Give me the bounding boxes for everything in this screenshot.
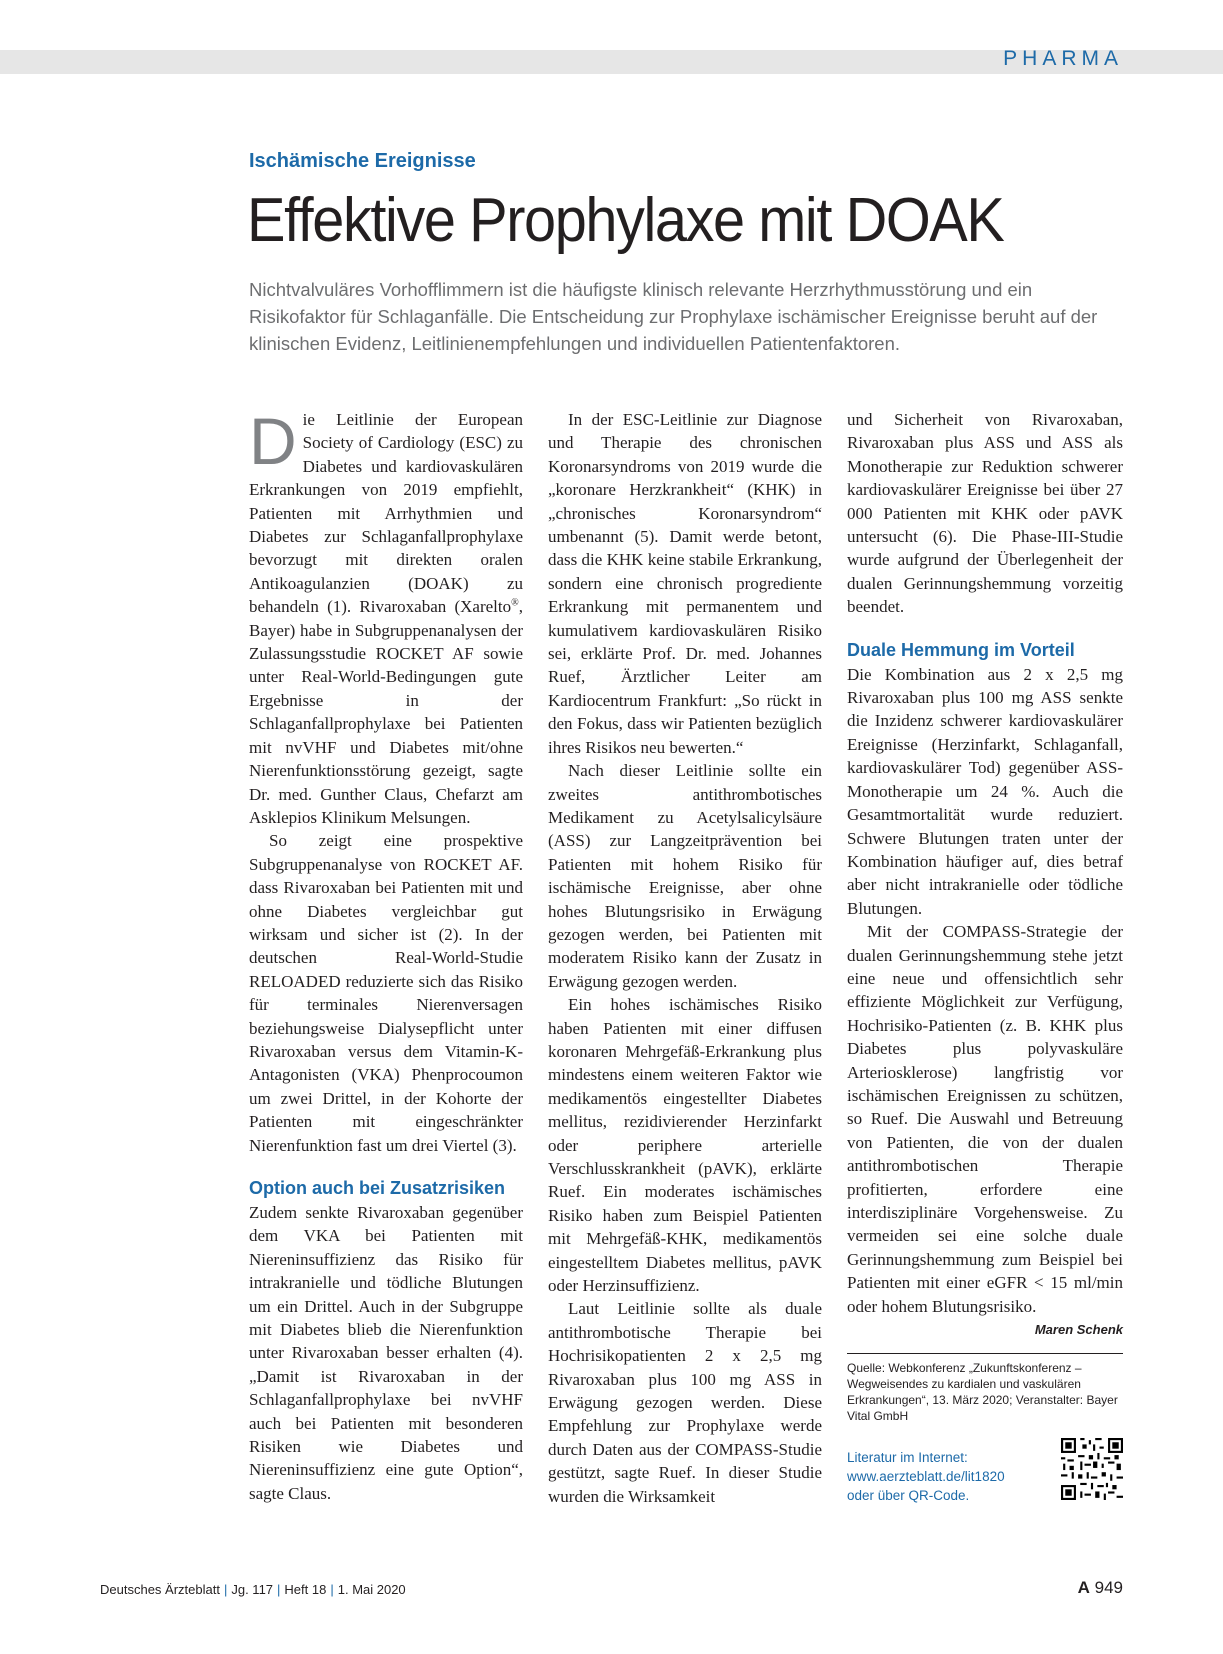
footer-separator: | <box>223 1582 228 1597</box>
footer-citation <box>100 1582 406 1597</box>
qr-code-icon[interactable] <box>1061 1438 1123 1500</box>
subheading: Duale Hemmung im Vorteil <box>847 639 1075 660</box>
registered-mark: ® <box>511 597 519 609</box>
paragraph: Die Kombination aus 2 x 2,5 mg Rivaroxaban plus 100 mg ASS senkte die Inzidenz schwerer kardiovaskulärer Ereignisse (Herzinfarkt, Schlaganfall, kardiovaskulärer Tod) gegenüber ASS-Monotherapie um 24 %. Auch die Gesamtmortalität wurde reduziert. Schwere Blutungen traten unter der Kombination häufiger auf, dies betraf aber nicht intrakranielle oder tödliche Blutungen. <box>847 664 1123 918</box>
paragraph: Mit der COMPASS-Strategie der dualen Gerinnungshemmung stehe jetzt eine neue und offensichtlich sehr effiziente Möglichkeit zur Verfügung, Hochrisiko-Patienten (z. B. KHK plus Diabetes plus polyvaskuläre Arteriosklerose) langfristig vor ischämischen Ereignissen zu schützen, so Ruef. Die Auswahl und Betreuung von Patienten, die von der dualen antithrombotischen Therapie profitierten, erfordere eine interdisziplinäre Vorgehensweise. Zu vermeiden sei eine solche duale Gerinnungshemmung zum Beispiel bei Patienten mit einer eGFR < 15 ml/min oder hohem Blutungsrisiko. <box>847 922 1123 1316</box>
column-1 <box>249 404 523 1505</box>
footer-separator: | <box>277 1582 281 1597</box>
column-3 <box>847 408 1123 1505</box>
author-name: Maren Schenk <box>1034 1322 1123 1338</box>
page-number-value: 949 <box>1094 1578 1123 1597</box>
footer-separator: | <box>330 1582 334 1597</box>
paragraph: Ein hohes ischämisches Risiko haben Patienten mit einer diffusen koronaren Mehrgefäß-Erkrankung plus mindestens einem weiteren Faktor wie medikamentös eingestellter Diabetes mellitus, rezidivierender Herzinfarkt oder periphere arterielle Verschlusskrankheit (pAVK), erklärte Ruef. Ein moderates ischämisches Risiko haben zum Beispiel Patienten mit Mehrgefäß-KHK, medikamentös eingestelltem Diabetes mellitus, pAVK oder Herzinsuffizienz. <box>548 995 822 1296</box>
article-title: Effektive Prophylaxe mit DOAK <box>247 186 1004 255</box>
footer-journal: Deutsches Ärzteblatt <box>100 1582 220 1597</box>
footer-date: 1. Mai 2020 <box>337 1582 406 1597</box>
column-2 <box>548 408 822 1508</box>
page-prefix: A <box>1077 1578 1090 1597</box>
paragraph: So zeigt eine prospektive Subgruppenanalyse von ROCKET AF. dass Rivaroxaban bei Patienten mit und ohne Diabetes vergleichbar gut wirksam und sicher ist (2). In der deutschen Real-World-Studie RELOADED reduzierte sich das Risiko für terminales Nierenversagen beziehungsweise Dialysepflicht unter Rivaroxaban versus dem Vitamin-K-Antagonisten (VKA) Phenprocoumon um zwei Drittel, in der Kohorte der Patienten mit eingeschränkter Nierenfunktion fast um drei Viertel (3). <box>249 831 523 1155</box>
dropcap: D <box>249 404 297 478</box>
article-lead: Nichtvalvuläres Vorhofflimmern ist die häufigste klinisch relevante Herzrhythmusstörung und ein Risikofaktor für Schlaganfälle. Die Entscheidung zur Prophylaxe ischämischer Ereignisse beruht auf der klinischen Evidenz, Leitlinienempfehlungen und individuellen Patientenfaktoren. <box>249 279 1098 354</box>
paragraph-text: ie Leitlinie der European Society of Cardiology (ESC) zu Diabetes und kardiovaskulären Erkrankungen von 2019 empfiehlt, Patienten mit Arrhythmien und Diabetes zur Schlaganfallprophylaxe bevorzugt mit direkten oralen Antikoagulanzien (DOAK) zu behandeln (1). Rivaroxaban (Xarelto <box>249 410 523 617</box>
literature-box <box>847 1448 1123 1505</box>
section-label: PHARMA <box>1003 47 1123 70</box>
source-note: Quelle: Webkonferenz „Zukunftskonferenz – Wegweisendes zu kardialen und vaskulären Erkrankungen“, 13. März 2020; Veranstalter: Bayer Vital GmbH <box>847 1353 1123 1424</box>
paragraph-text: , Bayer) habe in Subgruppenanalysen der Zulassungsstudie ROCKET AF sowie unter Real-World-Bedingungen gute Ergebnisse in der Schlaganfallprophylaxe bei Patienten mit nvVHF und Diabetes mit/ohne Nierenfunktionsstörung gezeigt, sagte Dr. med. Gunther Claus, Chefarzt am Asklepios Klinikum Melsungen. <box>249 597 523 827</box>
literature-label: Literatur im Internet: <box>847 1450 968 1466</box>
subheading: Option auch bei Zusatzrisiken <box>249 1178 506 1198</box>
page-number <box>1078 1578 1123 1598</box>
paragraph: Zudem senkte Rivaroxaban gegenüber dem VKA bei Patienten mit Niereninsuffizienz das Risiko für intrakranielle und tödliche Blutungen um ein Drittel. Auch in der Subgruppe mit Diabetes blieb die Nierenfunktion unter Rivaroxaban besser erhalten (4). „Damit ist Rivaroxaban in der Schlaganfallprophylaxe bei nvVHF auch bei Patienten mit besonderen Risiken wie Diabetes und Niereninsuffizienz eine gute Option“, sagte Claus. <box>249 1203 523 1503</box>
footer-issue: Heft 18 <box>284 1582 327 1597</box>
footer-volume: Jg. 117 <box>231 1582 274 1597</box>
literature-link[interactable]: www.aerzteblatt.de/lit1820 <box>847 1469 1005 1485</box>
paragraph <box>249 404 523 829</box>
paragraph: und Sicherheit von Rivaroxaban, Rivaroxaban plus ASS und ASS als Monotherapie zur Reduktion schwerer kardiovaskulärer Ereignisse bei über 27 000 Patienten mit KHK oder pAVK untersucht (6). Die Phase-III-Studie wurde aufgrund der Überlegenheit der dualen Gerinnungshemmung vorzeitig beendet. <box>847 410 1123 617</box>
paragraph: Nach dieser Leitlinie sollte ein zweites antithrombotisches Medikament zu Acetylsalicylsäure (ASS) zur Langzeitprävention bei Patienten mit hohem Risiko für ischämische Ereignisse, aber ohne hohes Blutungsrisiko in Erwägung gezogen werden, bei Patienten mit moderatem Risiko kann der Zusatz in Erwägung gezogen werden. <box>548 761 822 991</box>
article-kicker: Ischämische Ereignisse <box>249 150 476 172</box>
paragraph: In der ESC-Leitlinie zur Diagnose und Therapie des chronischen Koronarsyndroms von 2019 wurde die „koronare Herzkrankheit“ (KHK) in „chronisches Koronarsyndrom“ umbenannt (5). Damit werde betont, dass die KHK keine stabile Erkrankung, sondern eine chronisch progrediente Erkrankung mit permanentem und kumulativem kardiovaskulären Risiko sei, erklärte Prof. Dr. med. Johannes Ruef, Ärztlicher Leiter am Kardiocentrum Frankfurt: „So rückt in den Fokus, dass wir Patienten bezüglich ihres Risikos neu bewerten.“ <box>548 410 822 757</box>
paragraph: Laut Leitlinie sollte als duale antithrombotische Therapie bei Hochrisikopatienten 2 x 2,5 mg Rivaroxaban plus 100 mg ASS in Erwägung gezogen werden. Diese Empfehlung zur Prophylaxe werde durch Daten aus der COMPASS-Studie gestützt, sagte Ruef. In dieser Studie wurden die Wirksamkeit <box>548 1299 822 1506</box>
literature-qr-note: oder über QR-Code. <box>847 1488 970 1504</box>
